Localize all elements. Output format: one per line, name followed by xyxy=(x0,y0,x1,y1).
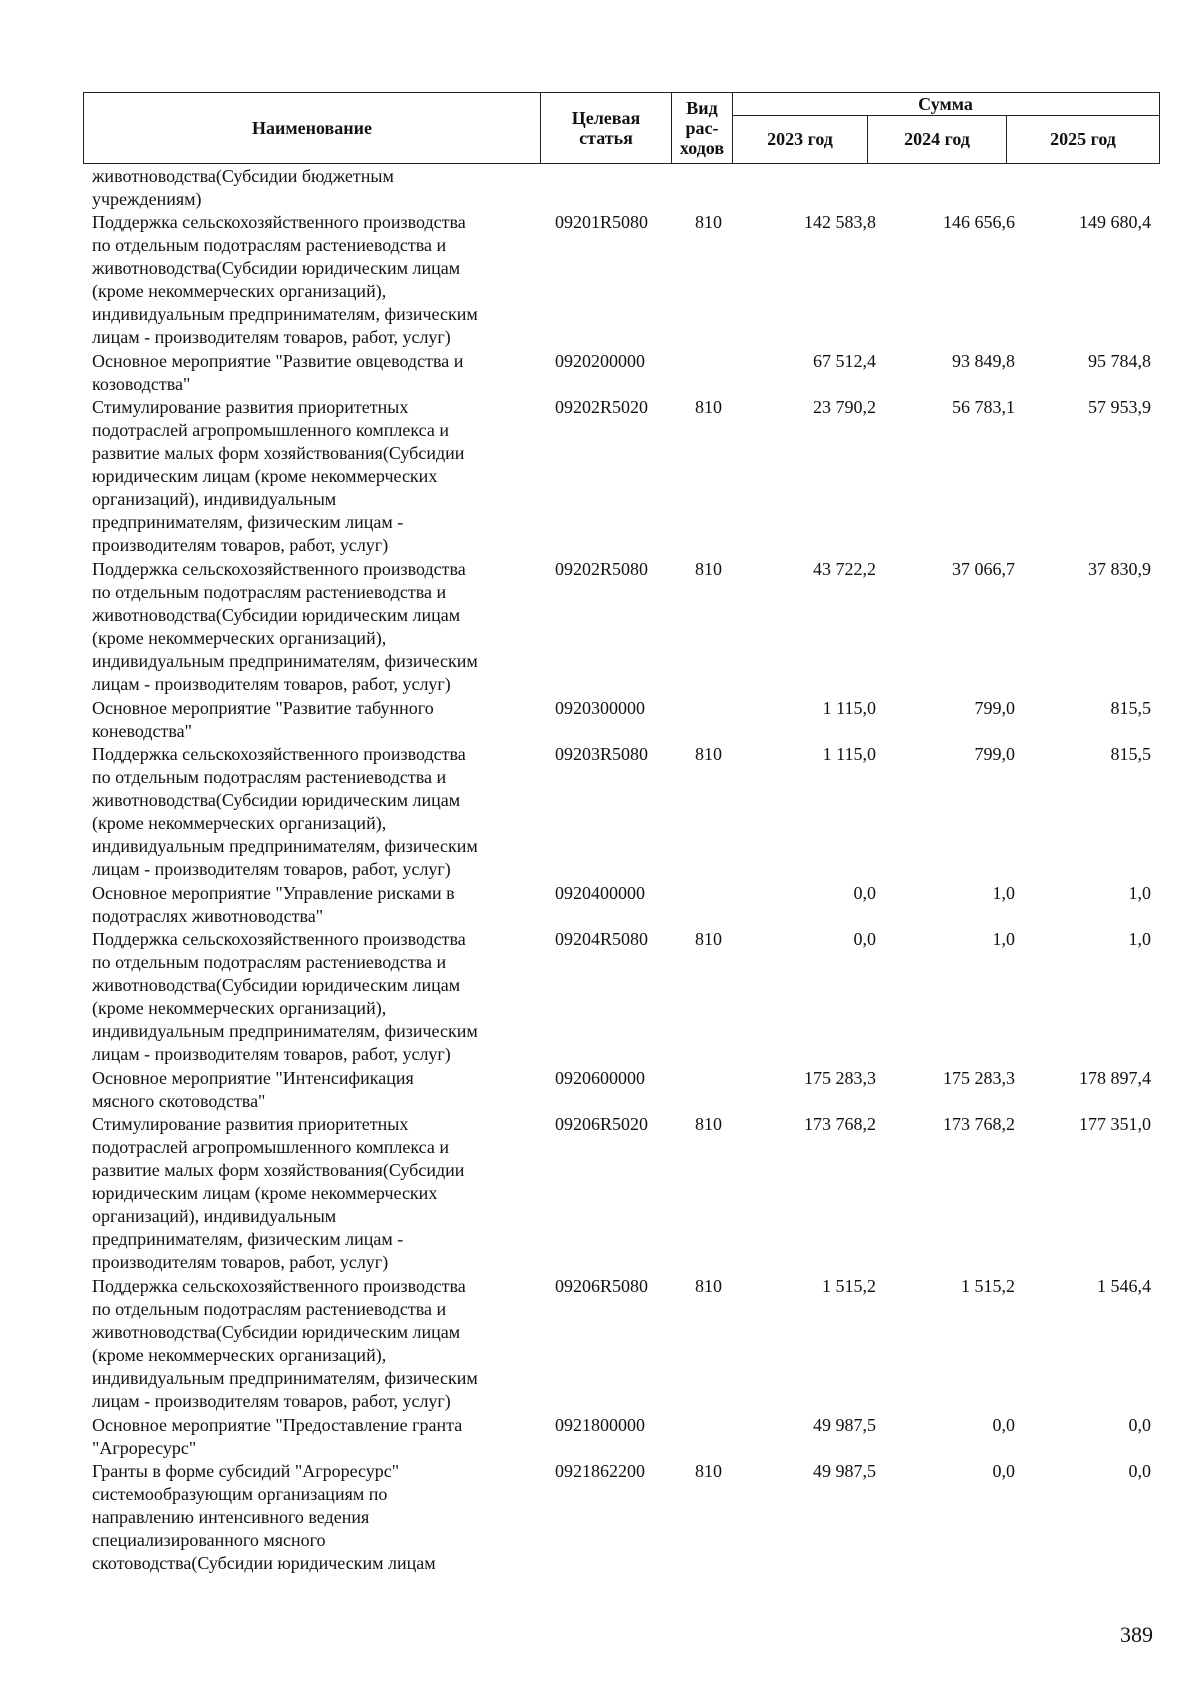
header-vid: Вид рас- ходов xyxy=(679,97,725,158)
table-header xyxy=(83,92,1160,164)
header-2024: 2024 год xyxy=(904,129,970,149)
document-page: Наименование Целевая статья Вид рас- ходов Сумма 2023 год 2024 год 2025 год животноводства(Субсидии бюджетным учреждениям) Поддержка сельскохозяйственного производства по отдельным подотраслям растениеводства и животноводства(Субсидии юридическим лицам (кроме некоммерческих организаций), индивидуальным предпринимателям, физическим лицам - производителям товаров, работ, услуг) 09201R5080 810 142 583,8 146 656,6 149 680,4 Основное мероприятие "Развитие овцеводства и козоводства" 0920200000 67 512,4 93 849,8 95 784,8 Стимулирование развития приоритетных подотраслей агропромышленного комплекса и развитие малых форм хозяйствования(Субсидии юридическим лицам (кроме некоммерческих организаций), индивидуальным предпринимателям, физическим лицам - производителям товаров, работ, услуг) 09202R5020 810 23 790,2 56 783,1 57 953,9 Поддержка сельскохозяйственного производства по отдельным подотраслям растениеводства и животноводства(Субсидии юридическим лицам (кроме некоммерческих организаций), индивидуальным предпринимателям, физическим лицам - производителям товаров, работ, услуг) 09202R5080 810 43 722,2 37 066,7 37 830,9 Основное мероприятие "Развитие табунного коневодства" 0920300000 1 115,0 799,0 815,5 Поддержка сельскохозяйственного производства по отдельным подотраслям растениеводства и животноводства(Субсидии юридическим лицам (кроме некоммерческих организаций), индивидуальным предпринимателям, физическим лицам - производителям товаров, работ, услуг) 09203R5080 810 1 115,0 799,0 815,5 Основное мероприятие "Управление рисками в подотраслях животноводства" 0920400000 0,0 1,0 1,0 Поддержка сельскохозяйственного производства по отдельным подотраслям растениеводства и животноводства(Субсидии юридическим лицам (кроме некоммерческих организаций), индивидуальным предпринимателям, физическим лицам - производителям товаров, работ, услуг) 09204R5080 810 0,0 1,0 1,0 Основное мероприятие "Интенсификация мясного скотоводства" 0920600000 175 283,3 175 283,3 178 897,4 Стимулирование развития приоритетных подотраслей агропромышленного комплекса и развитие малых форм хозяйствования(Субсидии юридическим лицам (кроме некоммерческих организаций), индивидуальным предпринимателям, физическим лицам - производителям товаров, работ, услуг) 09206R5020 810 173 768,2 173 768,2 177 351,0 Поддержка сельскохозяйственного производства по отдельным подотраслям растениеводства и животноводства(Субсидии юридическим лицам (кроме некоммерческих организаций), индивидуальным предпринимателям, физическим лицам - производителям товаров, работ, услуг) 09206R5080 810 1 515,2 1 515,2 1 546,4 Основное мероприятие "Предоставление гранта "Агроресурс" 0921800000 49 987,5 0,0 0,0 Гранты в форме субсидий "Агроресурс" системообразующим организациям по направлению интенсивного ведения специализированного мясного скотоводства(Субсидии юридическим лицам 0921862200 810 49 987,5 0,0 0,0 389 xyxy=(0,0,1200,1697)
header-2023: 2023 год xyxy=(767,129,833,149)
header-2025: 2025 год xyxy=(1050,129,1116,149)
page-number: 389 xyxy=(1120,1622,1153,1647)
header-name: Наименование xyxy=(252,117,372,138)
header-sum: Сумма xyxy=(918,94,973,114)
header-target: Целевая статья xyxy=(571,107,641,148)
